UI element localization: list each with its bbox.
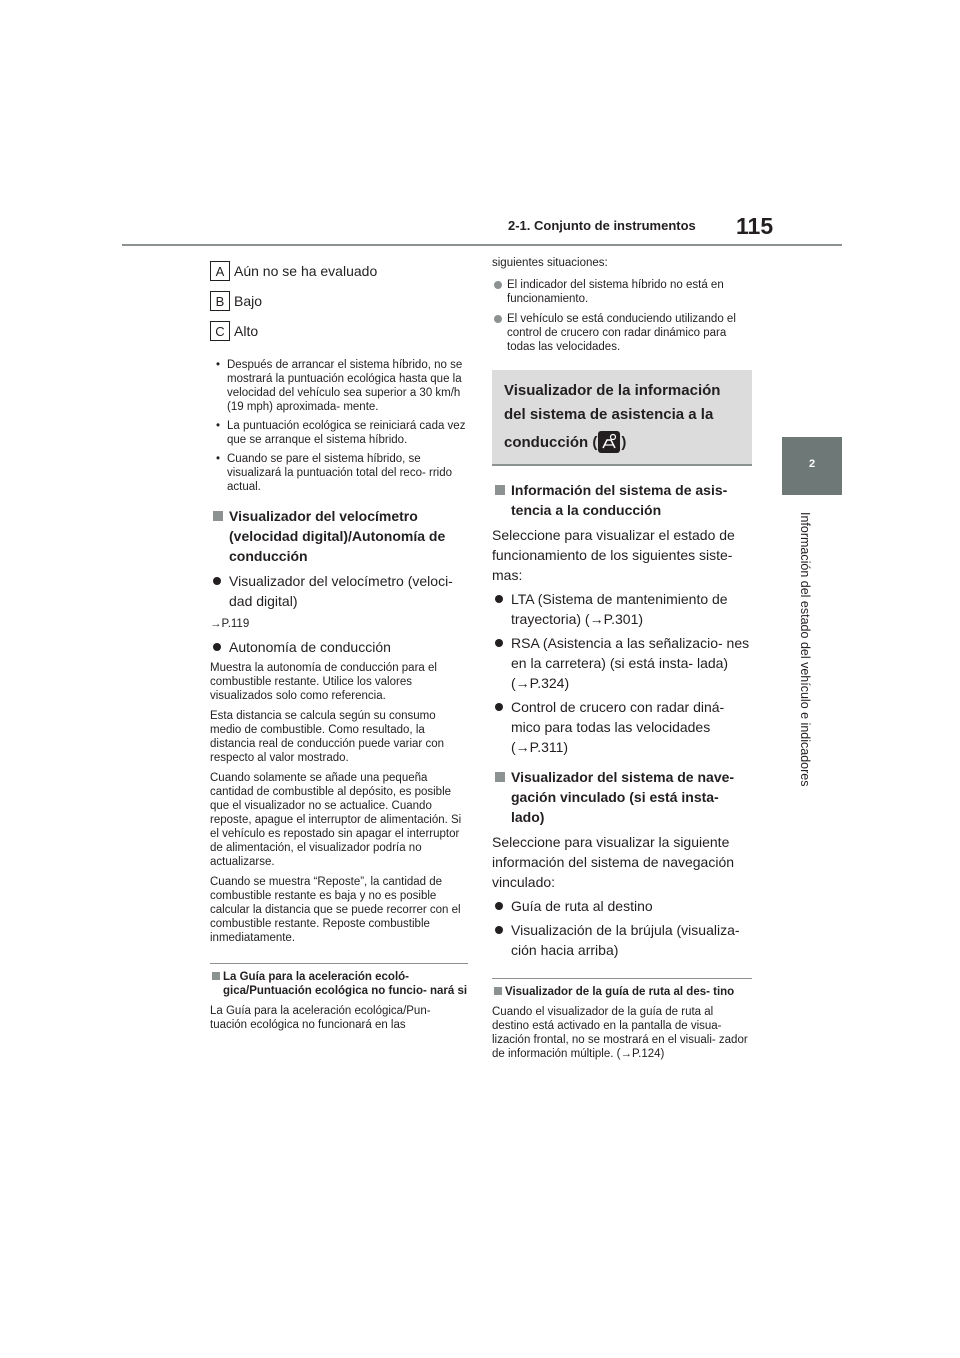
paragraph: Cuando se muestra “Reposte”, la cantidad de combustible restante es baja y no es posible calcular la distancia que se puede recorrer con el combustible restante. Reposte combustible inmediatamente. — [210, 876, 461, 944]
driving-assist-icon — [598, 431, 620, 453]
list-item — [492, 920, 752, 960]
heading-text: Información del sistema de asis- tencia a la conducción — [511, 482, 728, 518]
list-item — [492, 589, 752, 629]
subsection-heading — [492, 985, 752, 999]
title-line: del sistema de asistencia a la — [504, 406, 714, 423]
subheading-text: La Guía para la aceleración ecoló- gica/Puntuación ecológica no funcio- nará si — [223, 971, 468, 997]
paragraph: Seleccione para visualizar la siguiente información del sistema de navegación vinculado: — [492, 834, 735, 890]
square-bullet-icon — [495, 485, 505, 495]
dot-icon — [494, 315, 502, 323]
paragraph: La Guía para la aceleración ecológica/Pun- tuación ecológica no funcionará en las — [210, 1005, 431, 1031]
paragraph: Esta distancia se calcula según su consumo medio de combustible. Como resultado, la distancia real de conducción puede variar con respecto al valor mostrado. — [210, 710, 444, 764]
paragraph: Cuando el visualizador de la guía de ruta al destino está activado en la pantalla de visua- lización frontal, no se mostrará en el visuali- zador de información múltiple. (→P.124) — [492, 1006, 748, 1060]
square-bullet-icon — [213, 511, 223, 521]
paragraph: siguientes situaciones: — [492, 257, 608, 269]
list-item-text: Visualización de la brújula (visualiza- ción hacia arriba) — [511, 922, 740, 958]
section-heading-navigation — [492, 767, 752, 827]
chapter-number: 2 — [808, 458, 816, 470]
list-item-text: Guía de ruta al destino — [511, 898, 653, 914]
list-item-text: Autonomía de conducción — [229, 639, 391, 655]
dot-icon — [495, 595, 503, 603]
label-c — [210, 316, 468, 346]
dot-icon — [495, 926, 503, 934]
label-c-key: C — [210, 321, 230, 341]
list-item-text: LTA (Sistema de mantenimiento de trayectoria) (→P.301) — [511, 591, 728, 627]
note-item — [210, 358, 468, 414]
section-heading-speedometer — [210, 506, 468, 566]
label-b — [210, 286, 468, 316]
subheading-text: Visualizador de la guía de ruta al des- tino — [505, 986, 735, 998]
list-item-text: Control de crucero con radar diná- mico para todas las velocidades (→P.311) — [511, 699, 725, 755]
subsection-heading — [210, 970, 468, 998]
list-item — [210, 571, 468, 611]
label-c-text: Alto — [234, 323, 259, 339]
paragraph: Muestra la autonomía de conducción para el combustible restante. Utilice los valores visualizados solo como referencia. — [210, 662, 437, 702]
list-item — [492, 896, 752, 916]
paragraph: Seleccione para visualizar el estado de funcionamiento de los siguientes siste- mas: — [492, 527, 735, 583]
left-column — [210, 256, 468, 1038]
note-text: Cuando se pare el sistema híbrido, se visualizará la puntuación total del reco- rrido actual. — [227, 453, 453, 493]
dot-icon — [213, 643, 221, 651]
title-line: Visualizador de la información — [504, 382, 721, 399]
bullet-dot: • — [216, 453, 221, 465]
section-title: 2-1. Conjunto de instrumentos — [508, 218, 696, 233]
note-text: Después de arrancar el sistema híbrido, no se mostrará la puntuación ecológica hasta que la velocidad del vehículo sea superior a 30 km/h (19 mph) aproximada- mente. — [227, 359, 463, 413]
square-bullet-icon — [495, 772, 505, 782]
dot-icon — [495, 902, 503, 910]
label-b-text: Bajo — [234, 293, 263, 309]
condition-item — [492, 312, 752, 354]
square-bullet-icon — [494, 987, 502, 995]
dot-icon — [213, 577, 221, 585]
label-a-key: A — [210, 261, 230, 281]
note-item — [210, 452, 468, 494]
list-item — [492, 697, 752, 757]
bullet-dot: • — [216, 420, 221, 432]
chapter-title: Información del estado del vehículo e indicadores — [798, 512, 812, 787]
page-number: 115 — [736, 213, 774, 239]
page-reference: →P.119 — [210, 618, 250, 630]
right-column — [492, 256, 752, 1067]
label-a — [210, 256, 468, 286]
heading-text: Visualizador del velocímetro (velocidad digital)/Autonomía de conducción — [229, 508, 446, 564]
dot-icon — [494, 281, 502, 289]
condition-text: El vehículo se está conduciendo utilizando el control de crucero con radar dinámico para todas las velocidades. — [507, 313, 736, 353]
label-a-text: Aún no se ha evaluado — [234, 263, 378, 279]
title-line — [504, 431, 742, 455]
list-item — [210, 637, 468, 657]
subsection-divider — [492, 978, 752, 979]
square-bullet-icon — [212, 972, 220, 980]
note-item — [210, 419, 468, 447]
condition-text: El indicador del sistema híbrido no está en funcionamiento. — [507, 279, 724, 305]
section-title-box — [492, 370, 752, 466]
list-item-text: RSA (Asistencia a las señalizacio- nes en la carretera) (si está insta- lada) (→P.324) — [511, 635, 750, 691]
header-divider — [122, 244, 842, 246]
section-heading-assist-info — [492, 480, 752, 520]
condition-item — [492, 278, 752, 306]
title-line-text: conducción ( — [504, 434, 598, 451]
title-line-text: ) — [621, 434, 627, 451]
list-item-text: Visualizador del velocímetro (veloci- dad digital) — [229, 573, 453, 609]
label-b-key: B — [210, 291, 230, 311]
bullet-dot: • — [216, 359, 221, 371]
dot-icon — [495, 703, 503, 711]
paragraph: Cuando solamente se añade una pequeña cantidad de combustible al depósito, es posible que el visualizador no se actualice. Cuando reposte, apague el interruptor de alimentación. Si el vehículo es repostado sin apagar el interruptor de alimentación, el visualizador podría no actualizarse. — [210, 772, 462, 868]
subsection-divider — [210, 963, 468, 964]
chapter-tab — [782, 437, 842, 495]
list-item — [492, 633, 752, 693]
dot-icon — [495, 639, 503, 647]
heading-text: Visualizador del sistema de nave- gación vinculado (si está insta- lado) — [511, 769, 735, 825]
note-text: La puntuación ecológica se reiniciará cada vez que se arranque el sistema híbrido. — [227, 420, 466, 446]
